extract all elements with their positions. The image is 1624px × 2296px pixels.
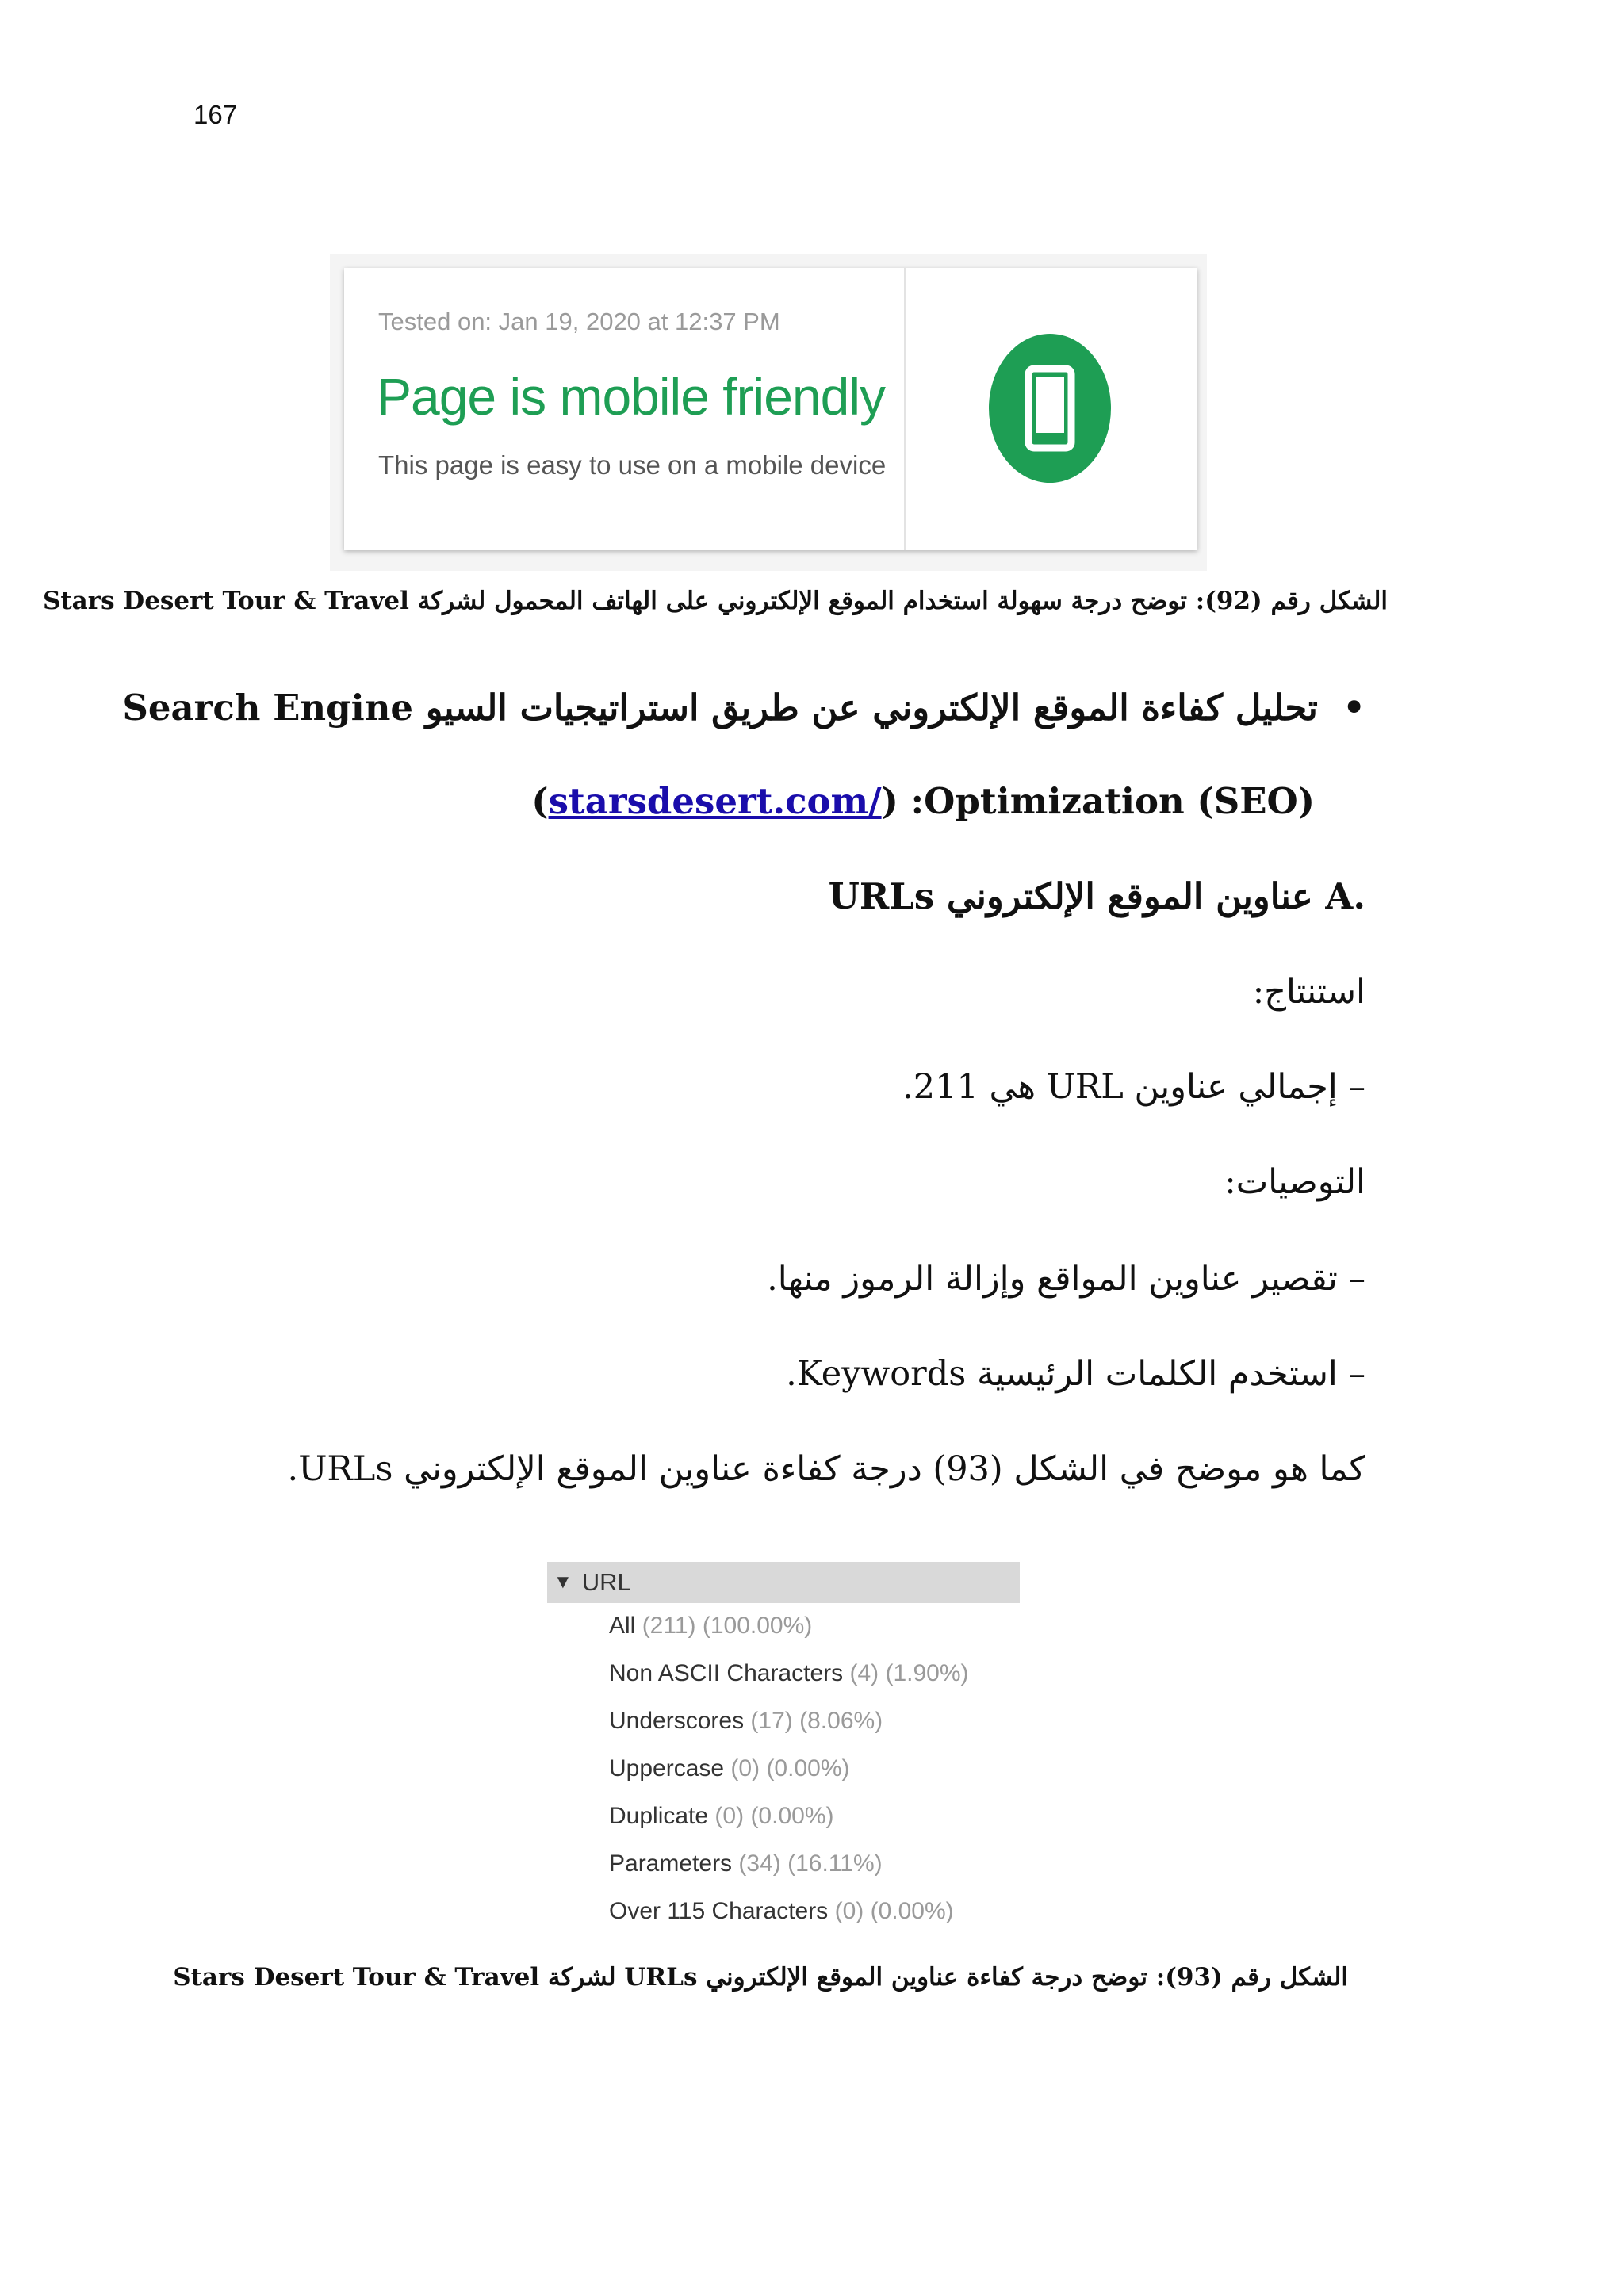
- card-divider: [904, 268, 906, 550]
- url-item-label: Duplicate: [609, 1803, 709, 1829]
- url-header-label: URL: [581, 1568, 631, 1596]
- url-list-item[interactable]: [609, 1708, 883, 1735]
- bullet-marker: •: [1317, 687, 1365, 729]
- url-list-item[interactable]: [609, 1850, 883, 1877]
- url-item-count: (34): [738, 1850, 781, 1877]
- url-list-item[interactable]: [609, 1660, 969, 1687]
- tested-on-text: Tested on: Jan 19, 2020 at 12:37 PM: [378, 308, 780, 335]
- url-panel-header[interactable]: [547, 1562, 1020, 1603]
- conclusion-label: استنتاج:: [1252, 972, 1365, 1012]
- recommendations-label: التوصيات:: [1224, 1162, 1365, 1202]
- url-item-label: Underscores: [609, 1708, 745, 1734]
- url-item-percent: (0.00%): [870, 1898, 954, 1924]
- figure-reference: كما هو موضح في الشكل (93) درجة كفاءة عناوين الموقع الإلكتروني URLs.: [287, 1449, 1365, 1489]
- seo-analysis-bullet: [122, 687, 1365, 729]
- seo-term: ) :Optimization (SEO): [881, 780, 1315, 822]
- url-list-item[interactable]: [609, 1803, 833, 1830]
- paren-open: (: [531, 780, 549, 822]
- url-item-count: (0): [834, 1898, 864, 1924]
- url-item-count: (211): [642, 1613, 696, 1639]
- url-item-percent: (16.11%): [787, 1850, 883, 1877]
- figure-93-caption: الشكل رقم (93): توضح درجة كفاءة عناوين الموقع الإلكتروني URLs لشركة Stars Desert Tour & Travel: [173, 1963, 1348, 1992]
- url-item-label: Non ASCII Characters: [609, 1660, 844, 1686]
- website-link[interactable]: starsdesert.com/: [548, 780, 882, 822]
- url-list-item[interactable]: [609, 1613, 812, 1640]
- bullet-line-1: تحليل كفاءة الموقع الإلكتروني عن طريق استراتيجيات السيو Search Engine: [122, 687, 1318, 729]
- url-item-count: (0): [730, 1755, 760, 1781]
- url-item-label: Over 115 Characters: [609, 1898, 829, 1924]
- url-item-label: Uppercase: [609, 1755, 725, 1781]
- url-item-percent: (0.00%): [766, 1755, 850, 1781]
- figure-92-caption: الشكل رقم (92): توضح درجة سهولة استخدام الموقع الإلكتروني على الهاتف المحمول لشركة Stars Desert Tour & Travel: [42, 587, 1388, 615]
- page-number: 167: [193, 100, 238, 129]
- url-item-percent: (8.06%): [799, 1708, 883, 1734]
- seo-bullet-line-2: [531, 780, 1315, 822]
- recommendation-2: – استخدم الكلمات الرئيسية Keywords.: [786, 1354, 1365, 1394]
- url-item-label: Parameters: [609, 1850, 733, 1877]
- url-list-item[interactable]: [609, 1755, 849, 1782]
- conclusion-item: – إجمالي عناوين URL هي 211.: [902, 1067, 1365, 1107]
- url-item-count: (17): [750, 1708, 793, 1734]
- recommendation-1: – تقصير عناوين المواقع وإزالة الرموز منها.: [767, 1259, 1365, 1299]
- url-list-item[interactable]: [609, 1898, 954, 1925]
- mobile-friendly-description: This page is easy to use on a mobile device: [378, 450, 887, 480]
- url-item-count: (4): [849, 1660, 879, 1686]
- url-item-count: (0): [714, 1803, 745, 1829]
- urls-subheading: .A عناوين الموقع الإلكتروني URLs: [828, 875, 1365, 917]
- triangle-down-icon: ▼: [553, 1571, 573, 1593]
- mobile-friendly-title: Page is mobile friendly: [377, 367, 885, 426]
- url-item-label: All: [609, 1613, 636, 1639]
- url-item-percent: (1.90%): [885, 1660, 969, 1686]
- url-item-percent: (100.00%): [702, 1613, 813, 1639]
- mobile-phone-icon: [988, 333, 1112, 484]
- url-item-percent: (0.00%): [750, 1803, 834, 1829]
